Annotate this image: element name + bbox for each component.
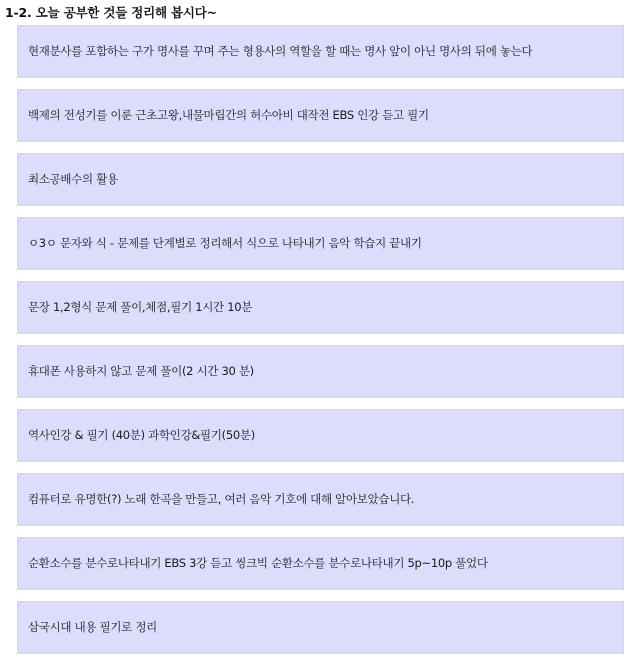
list-item-text: 역사인강 & 필기 (40분) 과학인강&필기(50분) xyxy=(28,428,255,442)
study-entry-list xyxy=(17,25,624,665)
list-item-text: 현재분사를 포함하는 구가 명사를 꾸며 주는 형용사의 역할을 할 때는 명사 앞이 아닌 명사의 뒤에 놓는다 xyxy=(28,44,533,58)
list-item xyxy=(17,601,624,654)
list-item xyxy=(17,217,624,270)
list-item xyxy=(17,537,624,590)
list-item-text: 컴퓨터로 유명한(?) 노래 한곡을 만들고, 여러 음악 기호에 대해 알아보았습니다. xyxy=(28,492,415,506)
list-item-text: 백제의 전성기를 이룬 근초고왕,내물마립간의 허수아비 대작전 EBS 인강 듣고 필기 xyxy=(28,108,429,122)
list-item xyxy=(17,25,624,78)
list-item-text: 휴대폰 사용하지 않고 문제 풀이(2 시간 30 분) xyxy=(28,364,254,378)
list-item-text: 순환소수를 분수로나타내기 EBS 3강 듣고 씽크빅 순환소수를 분수로나타내기 5p~10p 풀었다 xyxy=(28,556,488,570)
list-item xyxy=(17,89,624,142)
list-item-text: ㅇ3ㅇ 문자와 식 - 문제를 단계별로 정리해서 식으로 나타내기 음악 학습지 끝내기 xyxy=(28,236,422,250)
list-item xyxy=(17,345,624,398)
list-item xyxy=(17,153,624,206)
list-item-text: 문장 1,2형식 문제 풀이,체점,필기 1시간 10분 xyxy=(28,300,253,314)
page-title: 1-2. 오늘 공부한 것들 정리해 봅시다~ xyxy=(5,5,217,20)
list-item xyxy=(17,409,624,462)
list-item xyxy=(17,473,624,526)
list-item-text: 최소공배수의 활용 xyxy=(28,172,118,186)
list-item-text: 삼국시대 내용 필기로 정리 xyxy=(28,620,157,634)
list-item xyxy=(17,281,624,334)
